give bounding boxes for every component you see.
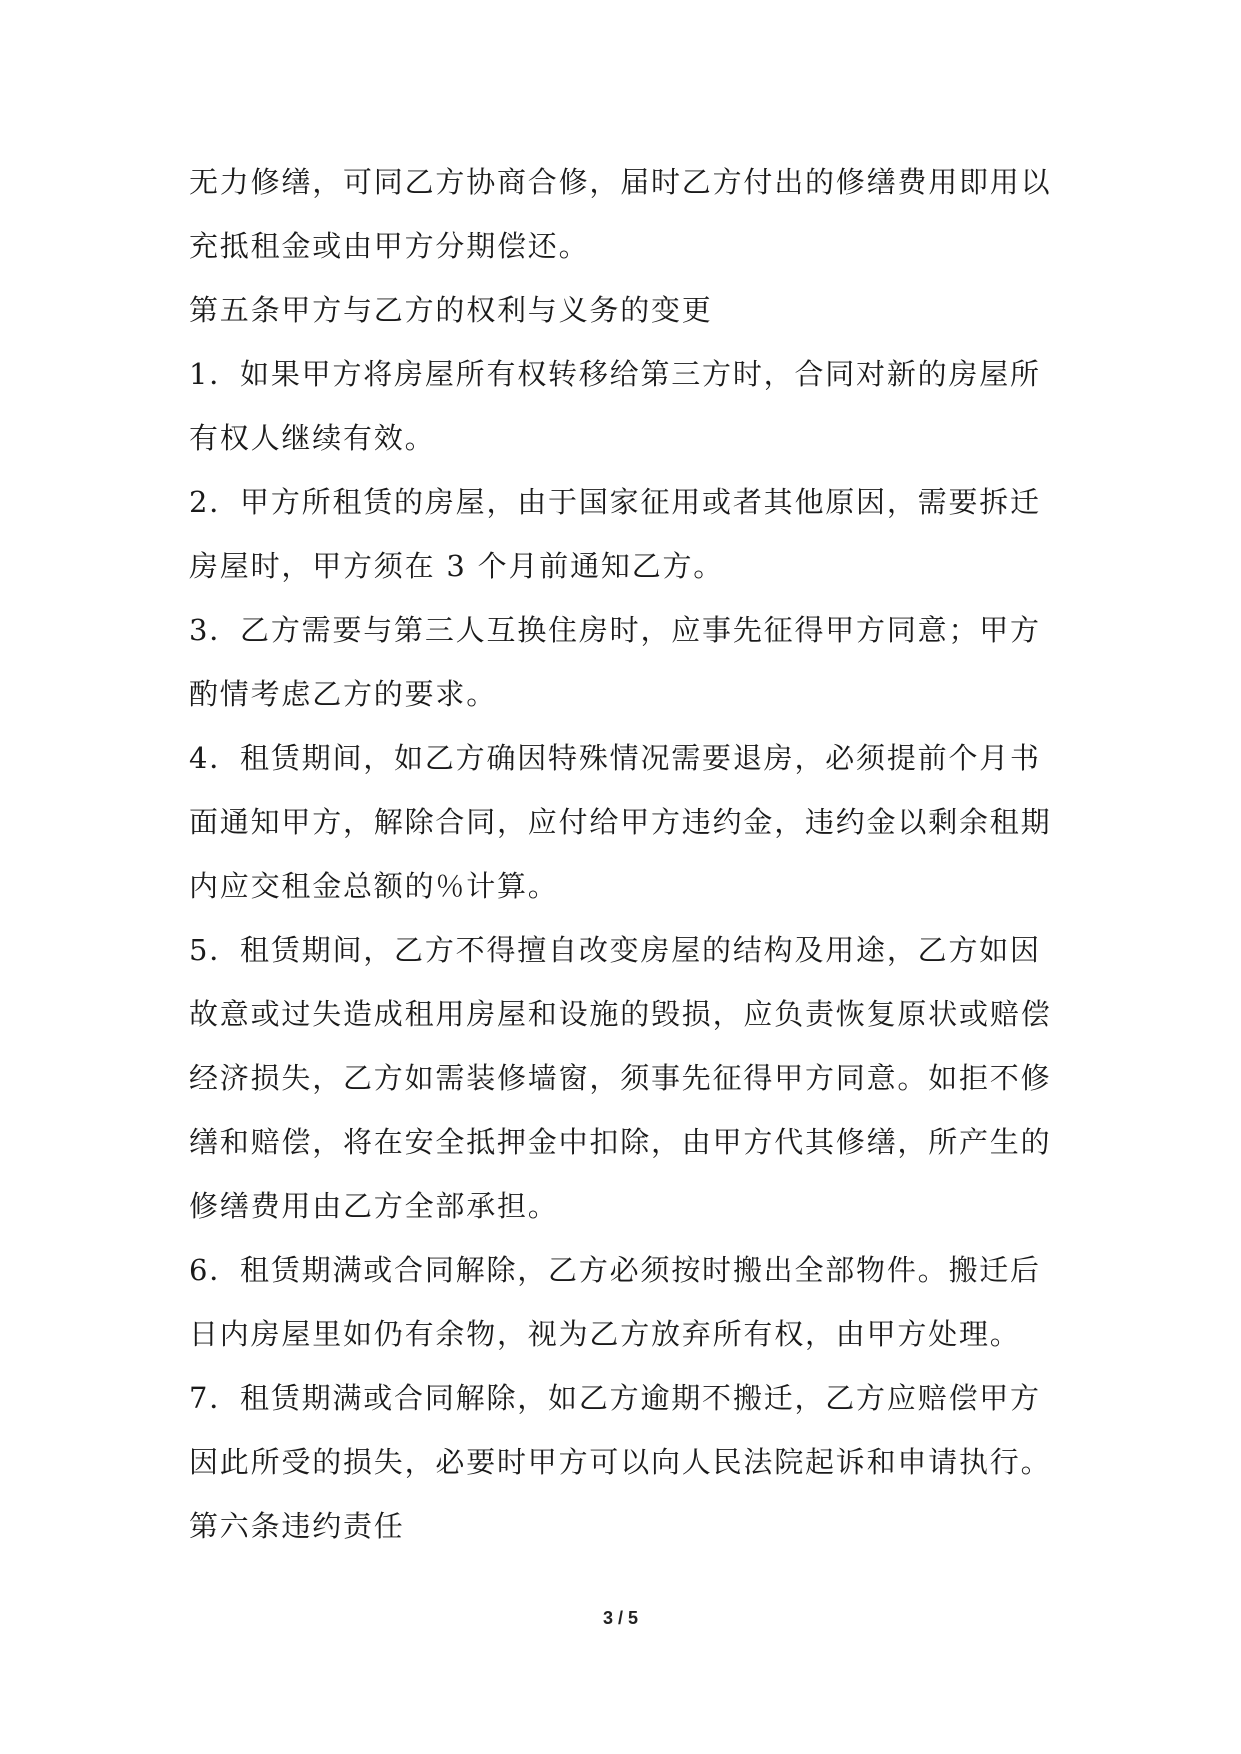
section-heading: 第五条甲方与乙方的权利与义务的变更 — [189, 293, 713, 327]
page-number: 3 / 5 — [602, 1608, 639, 1628]
text-line: 修缮费用由乙方全部承担。 — [189, 1189, 559, 1223]
text-line: 3．乙方需要与第三人互换住房时，应事先征得甲方同意；甲方 — [189, 613, 1041, 647]
text-line: 故意或过失造成租用房屋和设施的毁损，应负责恢复原状或赔偿 — [189, 997, 1052, 1031]
text-line: 内应交租金总额的％计算。 — [189, 869, 559, 903]
text-line: 酌情考虑乙方的要求。 — [189, 677, 498, 711]
text-line: 因此所受的损失，必要时甲方可以向人民法院起诉和申请执行。 — [189, 1445, 1052, 1479]
text-line: 缮和赔偿，将在安全抵押金中扣除，由甲方代其修缮，所产生的 — [189, 1125, 1052, 1159]
text-line: 日内房屋里如仍有余物，视为乙方放弃所有权，由甲方处理。 — [189, 1317, 1021, 1351]
text-line: 有权人继续有效。 — [189, 421, 436, 455]
text-line: 无力修缮，可同乙方协商合修，届时乙方付出的修缮费用即用以 — [189, 165, 1052, 199]
section-heading: 第六条违约责任 — [189, 1509, 405, 1543]
text-line: 6．租赁期满或合同解除，乙方必须按时搬出全部物件。搬迁后 — [189, 1253, 1041, 1287]
text-line: 4．租赁期间，如乙方确因特殊情况需要退房，必须提前个月书 — [189, 741, 1041, 775]
text-line: 面通知甲方，解除合同，应付给甲方违约金，违约金以剩余租期 — [189, 805, 1052, 839]
text-line: 房屋时，甲方须在 3 个月前通知乙方。 — [189, 549, 725, 583]
document-body — [189, 150, 1069, 1558]
text-line: 充抵租金或由甲方分期偿还。 — [189, 229, 590, 263]
text-line: 1．如果甲方将房屋所有权转移给第三方时，合同对新的房屋所 — [189, 357, 1041, 391]
text-line: 2．甲方所租赁的房屋，由于国家征用或者其他原因，需要拆迁 — [189, 485, 1041, 519]
text-line: 经济损失，乙方如需装修墙窗，须事先征得甲方同意。如拒不修 — [189, 1061, 1052, 1095]
text-line: 7．租赁期满或合同解除，如乙方逾期不搬迁，乙方应赔偿甲方 — [189, 1381, 1041, 1415]
text-line: 5．租赁期间，乙方不得擅自改变房屋的结构及用途，乙方如因 — [189, 933, 1041, 967]
